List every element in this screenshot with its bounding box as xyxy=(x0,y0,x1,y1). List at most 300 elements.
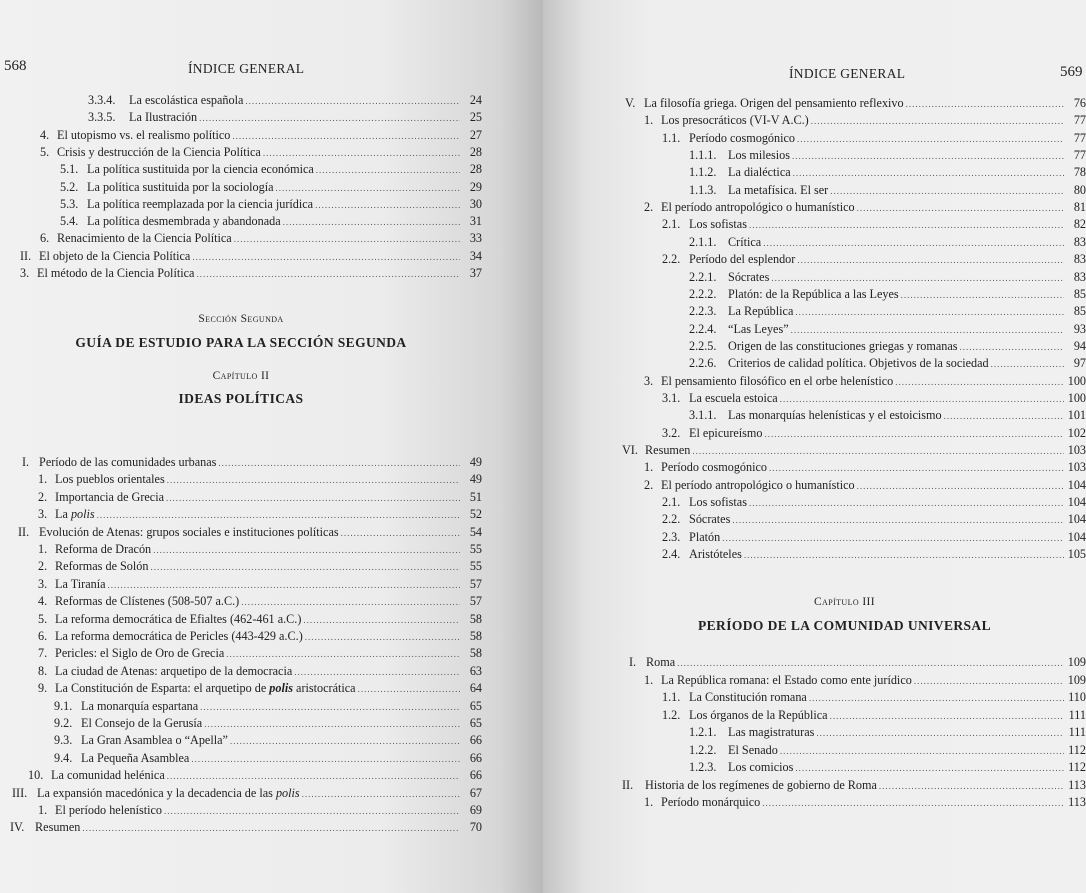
toc-entry-label xyxy=(689,338,958,355)
toc-entry-page: 66 xyxy=(469,750,482,765)
toc-entry-title: La Gran Asamblea o “Apella” xyxy=(81,733,228,748)
dot-leader xyxy=(230,733,460,750)
toc-entry xyxy=(644,672,1086,689)
toc-entry xyxy=(54,732,482,749)
toc-entry-number: 9.1. xyxy=(54,698,73,713)
toc-entry-title: El período antropológico o humanístico xyxy=(661,200,855,215)
toc-entry-page: 94 xyxy=(1073,338,1086,353)
toc-entry-number: 3.1. xyxy=(662,390,681,405)
toc-entry-label xyxy=(689,286,899,303)
toc-entry xyxy=(38,645,482,662)
toc-entry-number: II. xyxy=(18,524,30,539)
dot-leader xyxy=(167,472,460,489)
toc-entry-number: 2.2.5. xyxy=(689,338,717,353)
toc-entry-page: 112 xyxy=(1068,742,1086,757)
toc-entry-page: 55 xyxy=(469,542,482,556)
toc-entry-label xyxy=(38,802,162,819)
toc-entry xyxy=(54,750,482,767)
toc-entry-page: 97 xyxy=(1073,356,1086,371)
toc-entry-title: La Constitución romana xyxy=(689,690,807,704)
dot-leader xyxy=(722,530,1064,547)
toc-entry-label xyxy=(38,645,224,662)
dot-leader xyxy=(303,612,460,629)
dot-leader xyxy=(879,778,1064,795)
toc-entry-label xyxy=(644,199,855,216)
toc-entry-label xyxy=(662,390,778,407)
chapter-label: Capítulo II xyxy=(212,370,270,382)
toc-entry-number: 1. xyxy=(38,542,48,556)
dot-leader xyxy=(226,646,460,663)
toc-entry xyxy=(689,742,1086,759)
toc-entry-page: 103 xyxy=(1067,460,1086,475)
dot-leader xyxy=(315,197,460,214)
toc-entry-page: 37 xyxy=(469,266,482,280)
toc-entry xyxy=(38,628,482,645)
dot-leader xyxy=(771,270,1064,287)
toc-entry-number: 2.2.3. xyxy=(689,304,717,319)
dot-leader xyxy=(816,725,1064,742)
toc-entry xyxy=(644,459,1086,476)
toc-entry-number: 1. xyxy=(644,460,654,475)
toc-entry-page: 66 xyxy=(469,768,482,783)
toc-entry-label xyxy=(689,182,828,199)
toc-entry-emphasis: polis xyxy=(269,681,293,696)
toc-entry xyxy=(644,199,1086,216)
toc-entry xyxy=(644,477,1086,494)
toc-entry-label xyxy=(38,611,301,628)
toc-entry-page: 33 xyxy=(469,231,482,246)
toc-entry-label xyxy=(644,112,809,129)
dot-leader xyxy=(358,681,460,698)
toc-entry-title: Sócrates xyxy=(728,269,770,284)
dot-leader xyxy=(218,455,460,472)
toc-entry-title: Pericles: el Siglo de Oro de Grecia xyxy=(55,646,225,661)
dot-leader xyxy=(830,708,1064,725)
toc-entry xyxy=(88,109,482,126)
toc-entry-label xyxy=(40,144,261,161)
toc-entry-page: 103 xyxy=(1067,443,1086,457)
toc-entry-title: La expansión macedónica y la decadencia de las xyxy=(37,785,273,800)
toc-entry-number: 1.1. xyxy=(662,130,681,145)
toc-entry-page: 51 xyxy=(469,489,482,504)
dot-leader xyxy=(732,512,1064,529)
dot-leader xyxy=(857,478,1064,495)
dot-leader xyxy=(749,495,1064,512)
toc-entry-page: 77 xyxy=(1073,148,1086,163)
dot-leader xyxy=(302,786,460,803)
toc-entry-page: 85 xyxy=(1073,286,1086,301)
toc-entry xyxy=(689,164,1086,181)
toc-entry-label xyxy=(28,767,165,784)
toc-entry-label xyxy=(662,251,795,268)
toc-entry-page: 109 xyxy=(1067,672,1086,687)
toc-entry-page: 34 xyxy=(469,248,482,263)
toc-entry-number: 3. xyxy=(644,373,654,388)
toc-entry-emphasis: polis xyxy=(275,785,300,800)
dot-leader xyxy=(780,743,1064,760)
toc-entry xyxy=(38,558,482,575)
dot-leader xyxy=(316,162,460,179)
toc-entry-title: Resumen xyxy=(645,443,691,457)
toc-entry-emphasis: polis xyxy=(70,507,95,522)
toc-entry xyxy=(689,147,1086,164)
toc-entry-title: El método de la Ciencia Política xyxy=(37,266,195,280)
toc-entry-label xyxy=(40,127,230,144)
toc-entry-number: 2. xyxy=(644,477,654,492)
toc-entry-page: 76 xyxy=(1073,96,1086,110)
toc-entry-page: 104 xyxy=(1067,477,1086,492)
toc-entry xyxy=(662,529,1086,546)
toc-entry xyxy=(622,442,1086,459)
toc-entry-page: 57 xyxy=(469,594,482,609)
toc-entry-number: 2. xyxy=(38,559,48,574)
toc-entry xyxy=(60,196,482,213)
toc-entry-title: La política reemplazada por la ciencia jurídica xyxy=(87,196,314,211)
toc-entry-label xyxy=(689,269,769,286)
toc-entry-number: 4. xyxy=(38,594,48,609)
right-page xyxy=(543,0,1086,893)
dot-leader xyxy=(792,148,1064,165)
toc-entry-number: 1.1.3. xyxy=(689,182,717,197)
toc-entry-label xyxy=(689,147,790,164)
toc-entry-title: La República romana: el Estado como ente jurídico xyxy=(661,672,912,687)
dot-leader xyxy=(166,490,460,507)
toc-entry-title: La reforma democrática de Efialtes (462-461 a.C.) xyxy=(55,611,302,626)
toc-entry-title: Origen de las constituciones griegas y romanas xyxy=(728,338,958,353)
toc-entry-number: II. xyxy=(20,248,32,263)
toc-entry-label xyxy=(644,477,855,494)
toc-entry-page: 65 xyxy=(469,698,482,713)
toc-entry-page: 69 xyxy=(469,803,482,817)
toc-entry xyxy=(662,546,1086,563)
toc-entry-title: Los milesios xyxy=(728,148,791,163)
toc-entry-number: 1.1. xyxy=(662,690,681,704)
toc-entry-label xyxy=(689,321,789,338)
toc-entry-number: 1.2.3. xyxy=(689,760,717,774)
toc-entry-page: 64 xyxy=(469,681,482,696)
toc-entry-title: Platón: de la República a las Leyes xyxy=(728,286,899,301)
dot-leader xyxy=(901,287,1064,304)
toc-entry-title: “Las Leyes” xyxy=(728,321,789,336)
toc-entry-number: VI. xyxy=(622,443,638,457)
toc-entry-label xyxy=(662,546,742,563)
toc-entry-page: 93 xyxy=(1073,321,1086,336)
dot-leader xyxy=(749,217,1064,234)
toc-entry-page: 30 xyxy=(469,196,482,211)
toc-entry-number: 8. xyxy=(38,663,48,678)
toc-entry-page: 100 xyxy=(1067,373,1086,388)
toc-entry xyxy=(689,321,1086,338)
toc-entry-label xyxy=(689,724,814,741)
toc-entry xyxy=(54,715,482,732)
toc-entry-title: El pensamiento filosófico en el orbe helenístico xyxy=(661,373,894,388)
toc-entry-label xyxy=(662,689,807,706)
toc-entry-page: 80 xyxy=(1073,182,1086,197)
toc-entry-title: La escuela estoica xyxy=(689,390,778,405)
toc-entry-number: 1.2. xyxy=(662,707,681,722)
toc-entry-label xyxy=(54,732,228,749)
dot-leader xyxy=(82,820,460,837)
toc-entry-title: El objeto de la Ciencia Política xyxy=(39,248,191,263)
toc-entry-title: La Ilustración xyxy=(129,110,198,125)
toc-entry-label xyxy=(38,663,292,680)
toc-entry xyxy=(689,286,1086,303)
toc-entry-label xyxy=(88,92,243,109)
toc-entry-page: 52 xyxy=(469,507,482,522)
toc-entry-label xyxy=(38,593,239,610)
dot-leader xyxy=(763,235,1064,252)
toc-entry-page: 67 xyxy=(469,785,482,800)
toc-entry-label xyxy=(689,164,791,181)
toc-entry xyxy=(22,454,482,471)
toc-entry-label xyxy=(644,794,760,811)
toc-entry xyxy=(662,251,1086,268)
toc-entry-title: Reformas de Solón xyxy=(55,559,149,574)
toc-entry xyxy=(662,511,1086,528)
toc-entry xyxy=(662,216,1086,233)
toc-entry xyxy=(54,698,482,715)
toc-entry-number: V. xyxy=(625,96,636,110)
toc-entry xyxy=(662,390,1086,407)
toc-entry-label xyxy=(689,742,778,759)
toc-entry-number: 9.4. xyxy=(54,750,73,765)
dot-leader xyxy=(914,673,1064,690)
toc-entry-title: Platón xyxy=(689,529,721,544)
toc-entry xyxy=(88,92,482,109)
toc-entry-number: 2.4. xyxy=(662,547,681,562)
dot-leader xyxy=(857,200,1064,217)
toc-entry-title: Período monárquico xyxy=(661,795,761,809)
toc-entry-label xyxy=(38,506,95,523)
toc-entry-page: 110 xyxy=(1068,690,1086,704)
dot-leader xyxy=(762,795,1064,812)
toc-entry-number: 5.3. xyxy=(60,196,79,211)
toc-entry xyxy=(38,489,482,506)
toc-entry-title: La Constitución de Esparta: el arquetipo de xyxy=(55,681,267,696)
toc-entry-number: 2.1. xyxy=(662,495,681,510)
toc-entry-page: 77 xyxy=(1073,113,1086,128)
dot-leader xyxy=(191,751,460,768)
toc-entry-page: 66 xyxy=(469,733,482,748)
toc-entry-page: 28 xyxy=(469,162,482,177)
toc-entry-label xyxy=(662,216,747,233)
dot-leader xyxy=(192,249,460,266)
toc-entry-title: Roma xyxy=(646,655,676,669)
toc-entry xyxy=(689,234,1086,251)
toc-entry-title: Criterios de calidad política. Objetivos de la sociedad xyxy=(728,356,989,371)
toc-entry xyxy=(689,269,1086,286)
toc-entry-number: 2.2.1. xyxy=(689,269,717,284)
toc-entry-page: 102 xyxy=(1067,425,1086,440)
toc-entry xyxy=(644,112,1086,129)
dot-leader xyxy=(204,716,460,733)
toc-entry-page: 81 xyxy=(1073,200,1086,215)
toc-entry-page: 104 xyxy=(1067,495,1086,510)
toc-entry-label xyxy=(625,95,904,112)
toc-entry-label xyxy=(644,373,893,390)
toc-entry-page: 31 xyxy=(469,214,482,229)
toc-entry-number: 2.2.4. xyxy=(689,321,717,336)
dot-leader xyxy=(769,460,1064,477)
toc-entry xyxy=(40,127,482,144)
toc-entry-label xyxy=(689,234,761,251)
toc-entry-page: 77 xyxy=(1073,130,1086,145)
toc-entry-number: 10. xyxy=(28,768,44,783)
toc-entry-label xyxy=(10,819,80,836)
dot-leader xyxy=(797,252,1064,269)
toc-entry-label xyxy=(38,558,148,575)
toc-entry-title: La política desmembrada y abandonada xyxy=(87,214,281,229)
toc-entry-label xyxy=(54,715,202,732)
toc-entry-title: Los pueblos orientales xyxy=(55,472,165,487)
toc-entry-number: 2.2. xyxy=(662,252,681,267)
toc-entry-page: 82 xyxy=(1073,217,1086,232)
toc-entry-page: 24 xyxy=(469,93,482,107)
dot-leader xyxy=(795,304,1064,321)
toc-entry-title-continued: aristocrática xyxy=(292,681,356,696)
toc-entry-number: IV. xyxy=(10,820,25,835)
toc-entry xyxy=(38,611,482,628)
dot-leader xyxy=(765,426,1065,443)
toc-entry xyxy=(38,680,482,697)
toc-entry-title: Período del esplendor xyxy=(689,252,796,267)
toc-entry-title: La filosofía griega. Origen del pensamiento reflexivo xyxy=(644,96,904,110)
toc-entry xyxy=(689,338,1086,355)
toc-entry-number: 2. xyxy=(38,489,48,504)
dot-leader xyxy=(232,128,460,145)
toc-entry-title: Aristóteles xyxy=(689,547,742,562)
toc-entry-label xyxy=(689,407,942,424)
dot-leader xyxy=(234,231,460,248)
toc-entry xyxy=(38,471,482,488)
dot-leader xyxy=(791,322,1064,339)
toc-entry xyxy=(38,576,482,593)
toc-entry xyxy=(662,689,1086,706)
toc-entry-number: 2.2.6. xyxy=(689,356,717,371)
toc-entry-title: Historia de los regímenes de gobierno de Roma xyxy=(645,777,877,792)
toc-entry-page: 100 xyxy=(1067,390,1086,405)
toc-entry-page: 101 xyxy=(1067,408,1086,423)
toc-entry-number: 2. xyxy=(644,200,654,215)
toc-entry xyxy=(662,707,1086,724)
dot-leader xyxy=(793,165,1064,182)
toc-entry-label xyxy=(88,109,197,126)
toc-entry-number: 2.1.1. xyxy=(689,234,717,249)
toc-entry-label xyxy=(12,785,300,802)
dot-leader xyxy=(294,664,460,681)
toc-entry-number: 1.1.1. xyxy=(689,148,717,163)
running-head: ÍNDICE GENERAL xyxy=(188,61,305,76)
dot-leader xyxy=(150,559,460,576)
toc-entry-page: 49 xyxy=(469,472,482,487)
dot-leader xyxy=(199,110,460,127)
toc-entry-number: 5.2. xyxy=(60,179,79,194)
toc-entry-label xyxy=(622,777,877,794)
toc-entry-title: Reformas de Clístenes (508-507 a.C.) xyxy=(55,594,240,609)
dot-leader xyxy=(241,594,460,611)
toc-entry-title: La ciudad de Atenas: arquetipo de la democracia xyxy=(55,663,293,678)
toc-entry-label xyxy=(54,750,189,767)
toc-entry-number: 7. xyxy=(38,646,48,661)
toc-entry xyxy=(622,777,1086,794)
toc-entry-page: 111 xyxy=(1068,725,1086,739)
toc-entry-label xyxy=(60,213,281,230)
toc-entry-label xyxy=(38,680,356,697)
toc-entry-number: 3. xyxy=(38,576,48,591)
toc-entry-label xyxy=(662,425,763,442)
toc-entry-number: 5.1. xyxy=(60,162,79,177)
chapter-title: PERÍODO DE LA COMUNIDAD UNIVERSAL xyxy=(698,618,991,633)
dot-leader xyxy=(164,803,460,820)
toc-entry-label xyxy=(22,454,216,471)
dot-leader xyxy=(780,391,1064,408)
dot-leader xyxy=(167,768,460,785)
toc-entry-title: La dialéctica xyxy=(728,165,791,180)
toc-entry-title: Los presocráticos (VI-V A.C.) xyxy=(661,113,809,128)
toc-entry xyxy=(662,425,1086,442)
dot-leader xyxy=(744,547,1064,564)
toc-entry xyxy=(20,265,482,282)
toc-entry-number: 4. xyxy=(40,127,50,142)
toc-entry-number: 9.3. xyxy=(54,733,73,748)
toc-entry-number: 3. xyxy=(38,507,48,522)
toc-entry xyxy=(40,144,482,161)
chapter-title: IDEAS POLÍTICAS xyxy=(178,391,304,406)
toc-entry-page: 83 xyxy=(1073,269,1086,284)
toc-entry-page: 85 xyxy=(1073,304,1086,319)
toc-entry xyxy=(40,230,482,247)
toc-entry-page: 65 xyxy=(469,716,482,730)
toc-entry-title: La metafísica. El ser xyxy=(728,182,829,197)
toc-entry-label xyxy=(60,196,313,213)
toc-entry-title: Las magistraturas xyxy=(728,725,815,739)
toc-entry-number: 9. xyxy=(38,681,48,696)
toc-entry-number: 1. xyxy=(38,472,48,487)
toc-entry-number: 6. xyxy=(38,629,48,643)
dot-leader xyxy=(283,214,460,231)
toc-entry-page: 113 xyxy=(1068,795,1086,809)
toc-entry-number: 2.2.2. xyxy=(689,286,717,301)
toc-entry-title: Crisis y destrucción de la Ciencia Política xyxy=(57,144,261,159)
toc-entry-title: El Senado xyxy=(728,742,778,757)
toc-entry-label xyxy=(38,489,164,506)
dot-leader xyxy=(677,655,1064,672)
toc-entry xyxy=(28,767,482,784)
dot-leader xyxy=(305,629,460,646)
toc-entry-label xyxy=(644,459,767,476)
toc-entry-page: 58 xyxy=(469,629,482,643)
toc-entry-label xyxy=(20,265,194,282)
toc-entry-title: La Tiranía xyxy=(55,576,106,591)
toc-entry-number: 1.2.1. xyxy=(689,725,717,739)
dot-leader xyxy=(811,113,1064,130)
toc-entry-title: El período antropológico o humanístico xyxy=(661,477,855,492)
toc-entry xyxy=(38,802,482,819)
toc-entry xyxy=(644,794,1086,811)
toc-entry-label xyxy=(40,230,232,247)
toc-entry-title: El Consejo de la Gerusía xyxy=(81,716,203,730)
toc-entry-number: 1. xyxy=(644,113,654,128)
toc-entry-title: El utopismo vs. el realismo político xyxy=(57,127,231,142)
toc-entry xyxy=(689,182,1086,199)
toc-entry xyxy=(60,161,482,178)
toc-entry-title: Reforma de Dracón xyxy=(55,542,152,556)
toc-entry-page: 49 xyxy=(469,455,482,469)
dot-leader xyxy=(341,525,460,542)
toc-entry-page: 27 xyxy=(469,127,482,142)
dot-leader xyxy=(153,542,460,559)
toc-entry-label xyxy=(662,529,720,546)
